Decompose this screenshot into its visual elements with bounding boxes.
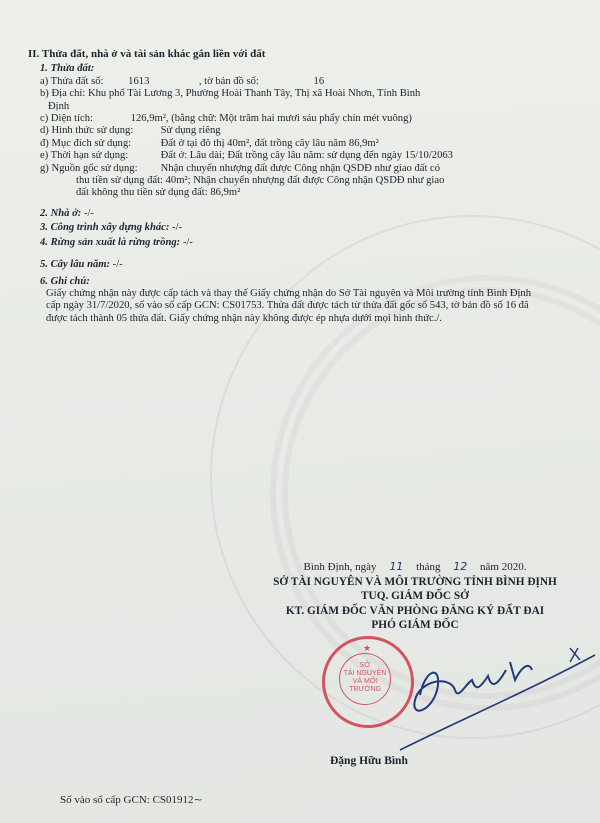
construction-label: 3. Công trình xây dựng khác:: [40, 222, 170, 234]
construction-value: -/-: [172, 222, 183, 234]
origin-value-3: đất không thu tiền sử dụng đất: 86,9m²: [76, 187, 241, 199]
address-label: b) Địa chỉ:: [40, 88, 86, 100]
signer-name: Đặng Hữu Bình: [330, 755, 408, 767]
date-month-label: tháng: [416, 561, 441, 573]
gcn-value: CS01912: [152, 794, 194, 806]
origin-value-1: Nhận chuyển nhượng đất được Công nhận QSDĐ như giao đất có: [160, 162, 441, 174]
plot-number: 1613: [128, 75, 150, 87]
org-authority: TUQ. GIÁM ĐỐC SỞ: [361, 590, 469, 602]
origin-value-2: thu tiền sử dụng đất: 40m²; Nhận chuyển nhượng đất được Công nhận QSDĐ như giao: [76, 175, 445, 187]
handwritten-signature: [380, 640, 600, 760]
house-label: 2. Nhà ở:: [40, 207, 82, 219]
purpose-value: Đất ở tại đô thị 40m², đất trồng cây lâu năm 86,9m²: [160, 137, 379, 149]
usage-form-label: d) Hình thức sử dụng:: [40, 125, 134, 137]
usage-form-value: Sử dụng riêng: [160, 125, 221, 137]
date-line: [230, 560, 600, 575]
seal-line-3: VÀ MÔI TRƯỜNG: [349, 678, 381, 693]
perennial-label: 5. Cây lâu năm:: [40, 259, 111, 271]
signature-block: [230, 560, 600, 633]
address-cont: Định: [48, 100, 70, 112]
map-label: , tờ bản đồ số:: [198, 75, 259, 87]
address-value: Khu phố Tài Lương 3, Phường Hoài Thanh Tây, Thị xã Hoài Nhơn, Tỉnh Bình: [87, 88, 421, 100]
forest-label: 4. Rừng sản xuất là rừng trồng:: [40, 236, 181, 248]
notes-text: Giấy chứng nhận này được cấp tách và thay thế Giấy chứng nhận do Sở Tài nguyên và Môi trường tỉnh Bình Định cấp ngày 31/7/2020, số vào sổ cấp GCN: CS01753. Thửa đất được tách từ thửa đất gốc số 543, tờ bản đồ số 16 đã được tách thành 05 thửa đất. Giấy chứng nhận này không được ép nhựa dưới mọi hình thức./.: [46, 287, 532, 324]
certificate-body: [28, 48, 588, 325]
purpose-label: đ) Mục đích sử dụng:: [40, 137, 132, 149]
term-value: Đất ở: Lâu dài; Đất trồng cây lâu năm: sử dụng đến ngày 15/10/2063: [160, 150, 453, 162]
map-number: 16: [313, 75, 325, 87]
gcn-number-line: [60, 793, 203, 806]
org-name: SỞ TÀI NGUYÊN VÀ MÔI TRƯỜNG TỈNH BÌNH ĐỊNH: [273, 575, 557, 588]
org-office: KT. GIÁM ĐỐC VĂN PHÒNG ĐĂNG KÝ ĐẤT ĐAI: [285, 604, 545, 617]
date-year: năm 2020.: [480, 561, 527, 573]
date-place: Bình Định, ngày: [303, 561, 377, 573]
forest-value: -/-: [182, 236, 193, 248]
date-day: 11: [389, 560, 404, 573]
origin-label: g) Nguồn gốc sử dụng:: [40, 162, 138, 174]
land-heading: 1. Thửa đất:: [40, 63, 95, 75]
date-month: 12: [453, 560, 468, 573]
seal-line-1: SỞ: [359, 662, 371, 669]
house-value: -/-: [83, 207, 94, 219]
plot-label: a) Thửa đất số:: [40, 75, 104, 87]
section-title: II. Thửa đất, nhà ở và tài sản khác gắn liền với đất: [28, 48, 266, 60]
gcn-handwritten-suffix: ~: [193, 793, 203, 806]
gcn-label: Số vào sổ cấp GCN:: [60, 794, 150, 806]
signer-title: PHÓ GIÁM ĐỐC: [371, 619, 459, 631]
notes-heading: 6. Ghi chú:: [40, 275, 90, 287]
area-value: 126,9m², (bằng chữ: Một trăm hai mươi sáu phẩy chín mét vuông): [130, 113, 412, 125]
area-label: c) Diện tích:: [40, 113, 93, 125]
perennial-value: -/-: [112, 259, 123, 271]
seal-star-icon: ★: [363, 643, 372, 653]
term-label: e) Thời hạn sử dụng:: [40, 150, 129, 162]
seal-line-2: TÀI NGUYÊN: [343, 670, 387, 677]
